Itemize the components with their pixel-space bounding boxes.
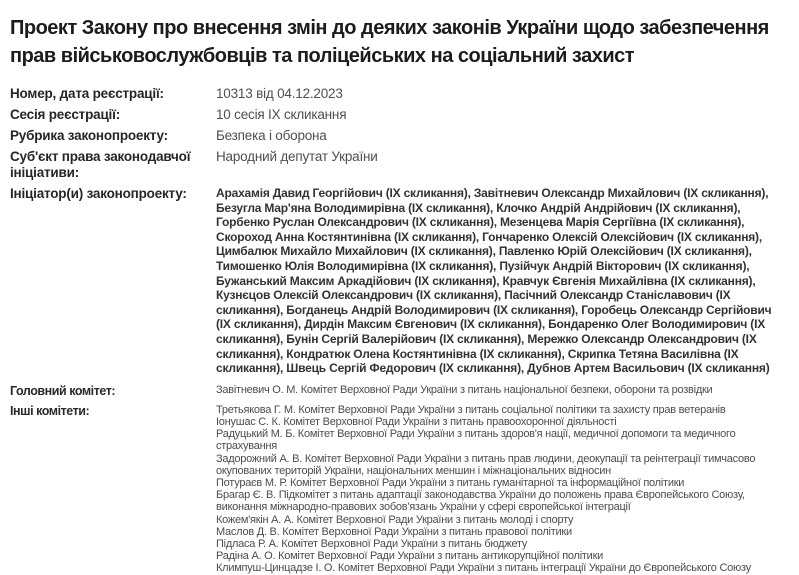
committee-item: Брагар Є. В. Підкомітет з питань адаптації законодавства України до положень права Європейського Союзу, виконання міжнародно-правових зобов'язань України у сфері європейської інтеграції: [216, 489, 745, 514]
field-subject-value: Народний депутат України: [216, 149, 378, 164]
field-initiators: [10, 186, 789, 376]
field-registration-value: 10313 від 04.12.2023: [216, 86, 343, 101]
committee-item: Кожем'якін А. А. Комітет Верховної Ради України з питань молоді і спорту: [216, 513, 574, 526]
field-session-label: Сесія реєстрації:: [10, 107, 120, 122]
field-main-committee: [10, 384, 789, 398]
committee-item: Іонушас С. К. Комітет Верховної Ради України з питань правоохоронної діяльності: [216, 415, 617, 428]
committee-item: Радуцький М. Б. Комітет Верховної Ради України з питань здоров'я нації, медичної допомоги та медичного страхування: [216, 428, 736, 453]
bill-fields: [10, 86, 789, 575]
committee-item: Задорожний А. В. Комітет Верховної Ради України з питань прав людини, деокупації та реінтеграції тимчасово окупованих територій України, національних меншин і міжнаціональних відносин: [216, 452, 756, 477]
field-subject-label: Суб'єкт права законодавчої ініціативи:: [10, 149, 191, 180]
field-rubric-value: Безпека і оборона: [216, 128, 327, 143]
field-subject: [10, 149, 789, 181]
committee-item: Радіна А. О. Комітет Верховної Ради України з питань антикорупційної політики: [216, 550, 604, 563]
field-rubric-label: Рубрика законопроекту:: [10, 128, 168, 143]
field-initiators-label: Ініціатор(и) законопроекту:: [10, 186, 187, 201]
field-initiators-value: Арахамія Давид Георгійович (ІХ скликання), Завітневич Олександр Михайлович (ІХ скликання), Безугла Мар'яна Володимирівна (ІХ скликання), Клочко Андрій Андрійович (ІХ скликання), Горбенко Руслан Олександрович (ІХ скликання), Мезенцева Марія Сергіївна (ІХ скликання), Скороход Анна Костянтинівна (ІХ скликання), Гончаренко Олексій Олексійович (ІХ скликання), Цимбалюк Михайло Михайлович (ІХ скликання), Павленко Юрій Олексійович (ІХ скликання), Тимошенко Юлія Володимирівна (ІХ скликання), Пузійчук Андрій Вікторович (ІХ скликання), Бужанський Максим Аркадійович (ІХ скликання), Кравчук Євгенія Михайлівна (ІХ скликання), Кузнєцов Олексій Олександрович (ІХ скликання), Пасічний Олександр Станіславович (ІХ скликання), Богданець Андрій Володимирович (ІХ скликання), Горобець Олександр Сергійович (ІХ скликання), Дирдін Максим Євгенович (ІХ скликання), Бондаренко Олег Володимирович (ІХ скликання), Бунін Сергій Валерійович (ІХ скликання), Мережко Олександр Олександрович (ІХ скликання), Кондратюк Олена Костянтинівна (ІХ скликання), Скрипка Тетяна Василівна (ІХ скликання), Швець Сергій Федорович (ІХ скликання), Дубнов Артем Васильович (ІХ скликання): [216, 186, 772, 376]
field-main-committee-label: Головний комітет:: [10, 383, 116, 398]
field-registration: [10, 86, 789, 102]
field-other-committees: [10, 404, 789, 575]
field-other-committees-label: Інші комітети:: [10, 403, 90, 418]
committee-item: Потураєв М. Р. Комітет Верховної Ради України з питань гуманітарної та інформаційної політики: [216, 476, 685, 489]
page-title: Проект Закону про внесення змін до деяких законів України щодо забезпечення прав військовослужбовців та поліцейських на соціальний захист: [10, 17, 769, 67]
committees-list: [216, 404, 789, 575]
field-session: [10, 107, 789, 123]
field-session-value: 10 сесія IX скликання: [216, 107, 347, 122]
committee-item: Третьякова Г. М. Комітет Верховної Ради України з питань соціальної політики та захисту прав ветеранів: [216, 403, 726, 416]
field-rubric: [10, 128, 789, 144]
field-main-committee-value: Завітневич О. М. Комітет Верховної Ради України з питань національної безпеки, оборони та розвідки: [216, 383, 713, 396]
committee-item: Підласа Р. А. Комітет Верховної Ради України з питань бюджету: [216, 537, 528, 550]
committee-item: Климпуш-Цинцадзе І. О. Комітет Верховної Ради України з питань інтеграції України до Європейського Союзу: [216, 562, 751, 575]
field-registration-label: Номер, дата реєстрації:: [10, 86, 164, 101]
committee-item: Маслов Д. В. Комітет Верховної Ради України з питань правової політики: [216, 525, 572, 538]
